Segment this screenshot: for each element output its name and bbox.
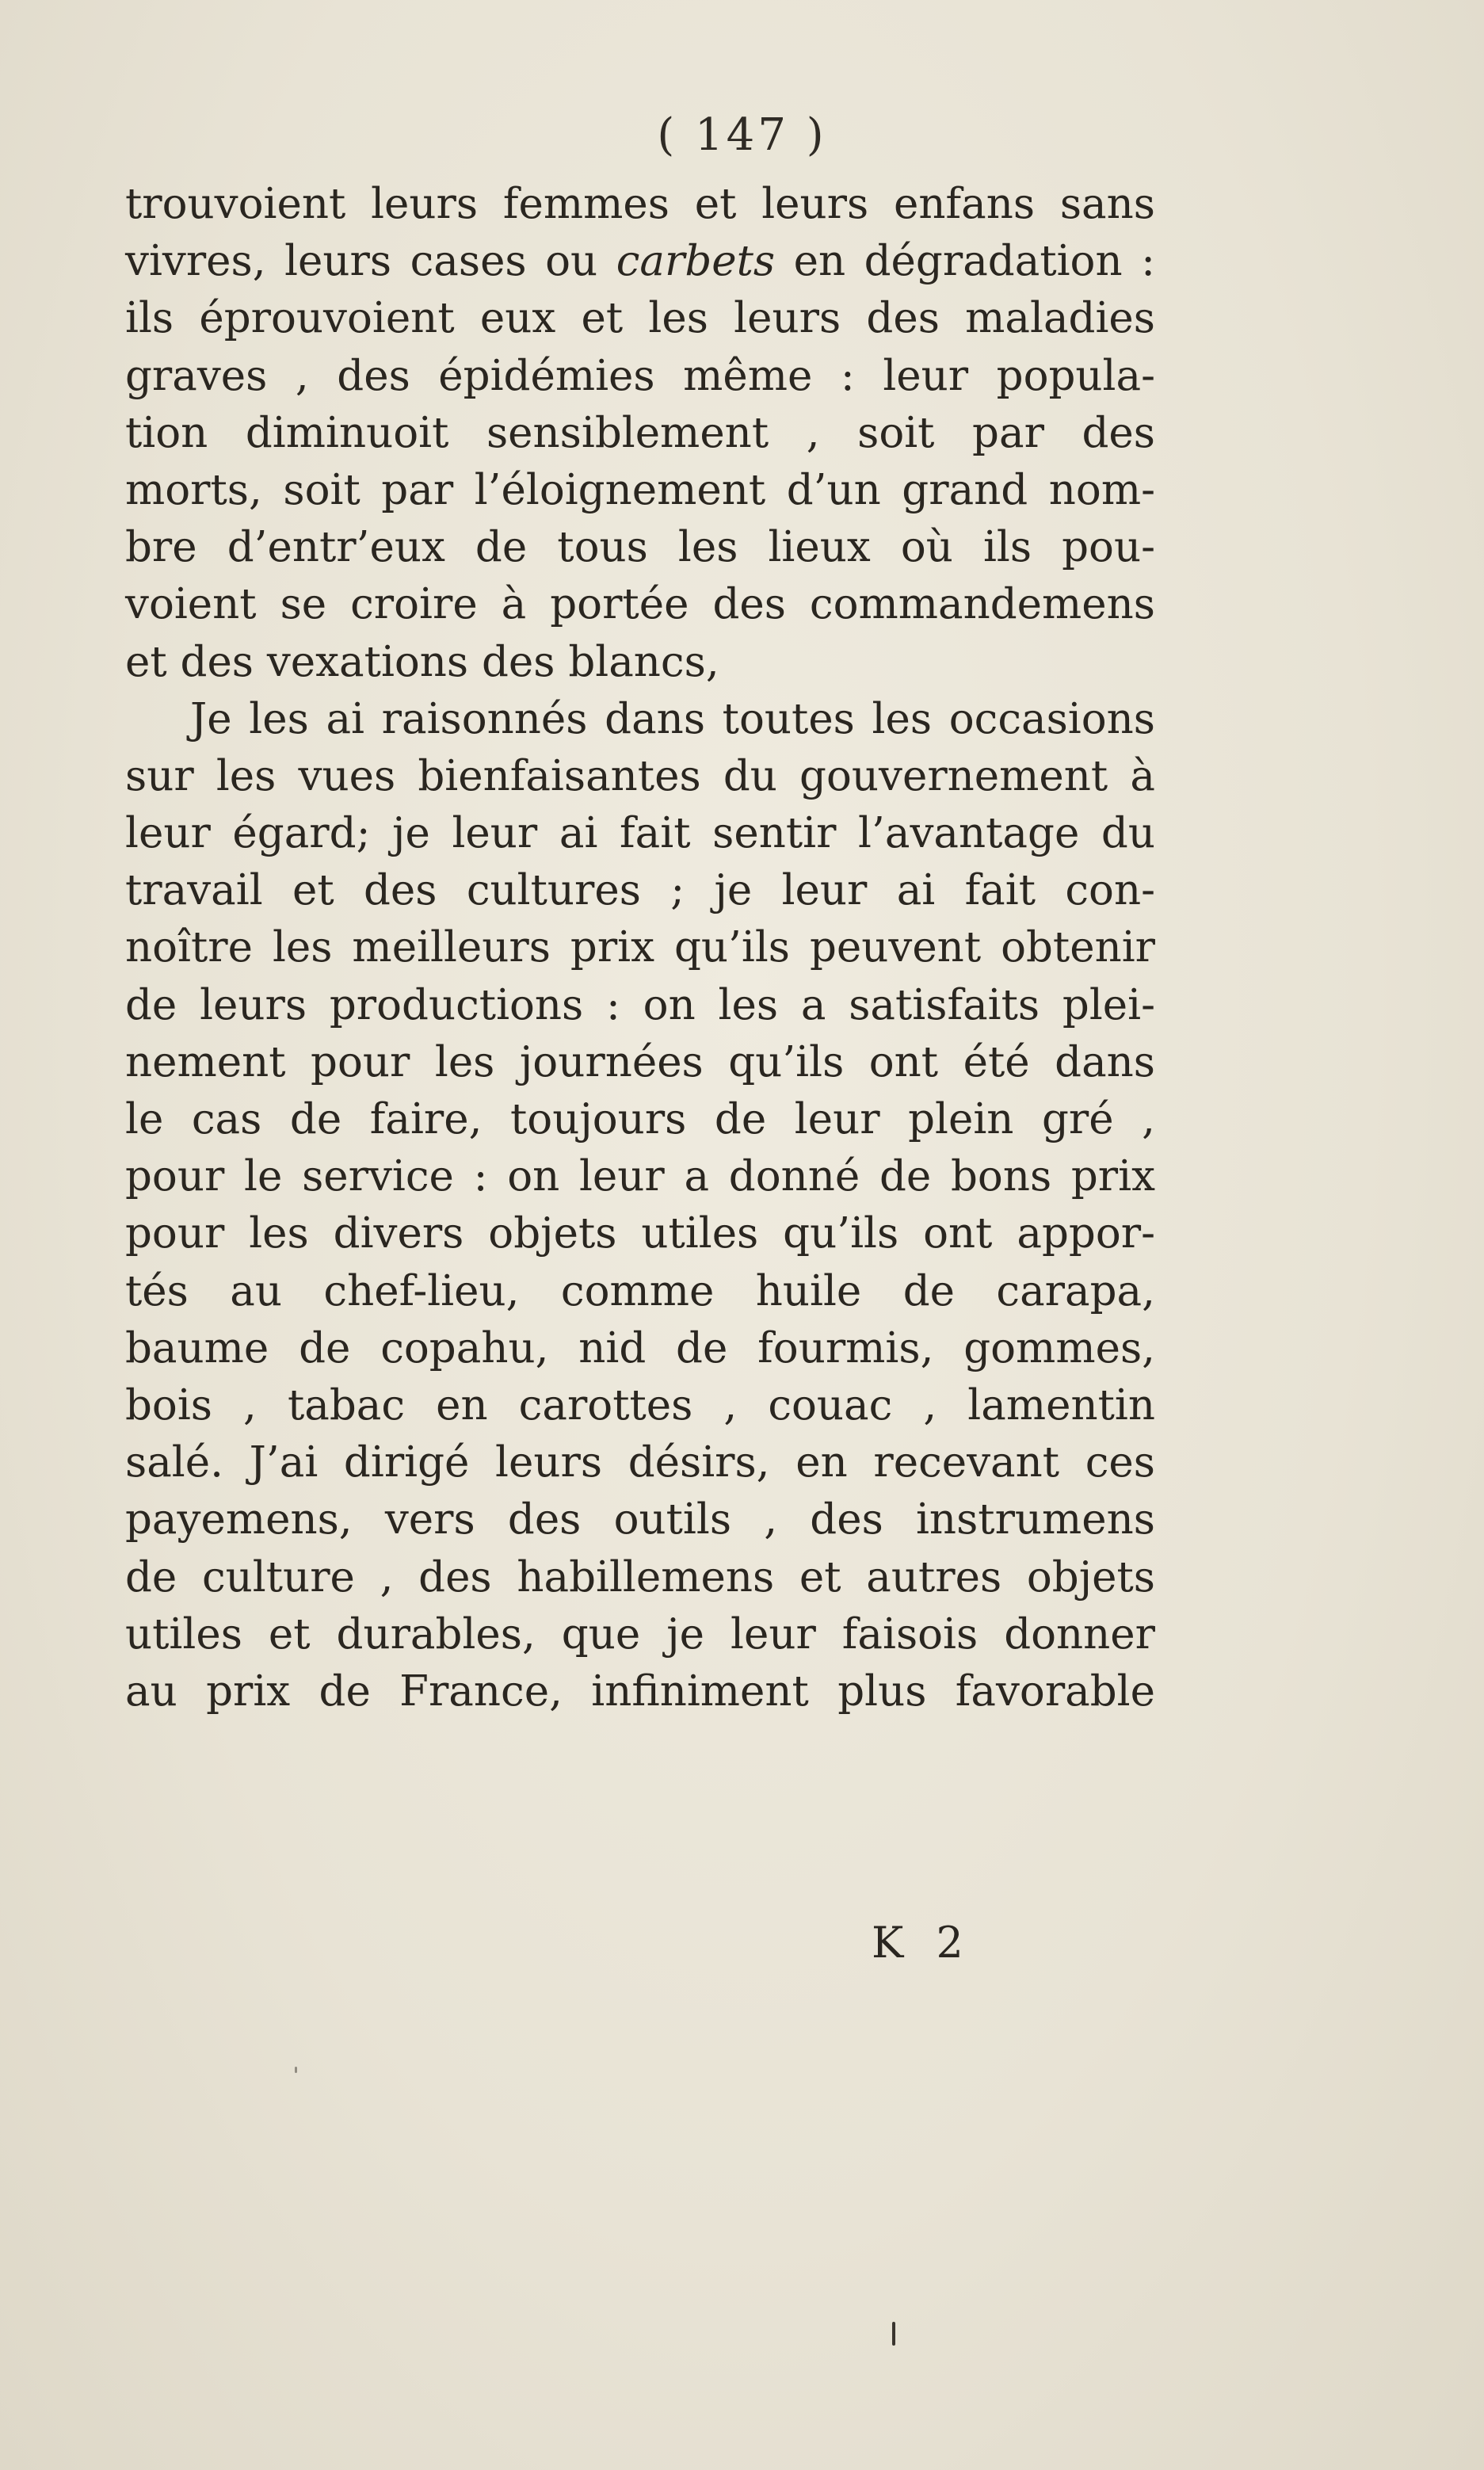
text-line: utiles et durables, que je leur faisois donner [125,1609,1155,1659]
page-number: ( 147 ) [657,109,827,161]
text-line: payemens, vers des outils , des instrumens [125,1495,1155,1544]
text-line: sur les vues bienfaisantes du gouvernement à [125,751,1155,800]
text-line: de culture , des habillemens et autres objets [125,1552,1155,1601]
text-line: tés au chef-lieu, comme huile de carapa, [125,1266,1155,1315]
text-line: le cas de faire, toujours de leur plein gré , [125,1095,1155,1143]
text-line: Je les ai raisonnés dans toutes les occasions [190,694,1155,743]
text-line: noître les meilleurs prix qu’ils peuvent obtenir [125,923,1155,972]
text-line: bre d’entr’eux de tous les lieux où ils pou- [125,523,1155,572]
body-text [125,176,1155,1720]
text-line [125,233,1155,290]
text-line: nement pour les journées qu’ils ont été dans [125,1037,1155,1086]
text-line: bois , tabac en carottes , couac , lamentin [125,1380,1155,1430]
text-line: pour le service : on leur a donné de bons prix [125,1152,1155,1201]
ink-speck [295,2067,297,2073]
italic-term: carbets [616,237,776,286]
text-line: pour les divers objets utiles qu’ils ont appor- [125,1209,1155,1258]
text-line: ils éprouvoient eux et les leurs des maladies [125,294,1155,343]
text-line: voient se croire à portée des commandemens [125,580,1155,629]
text-line: travail et des cultures ; je leur ai fait con- [125,866,1155,915]
text-line: de leurs productions : on les a satisfaits plei- [125,980,1155,1029]
text-line: et des vexations des blancs, [125,637,719,686]
text-line: tion diminuoit sensiblement , soit par des [125,408,1155,457]
text-line: salé. J’ai dirigé leurs désirs, en recevant ces [125,1438,1155,1487]
text-line: au prix de France, infiniment plus favorable [125,1666,1155,1716]
text-line: leur égard; je leur ai fait sentir l’avantage du [125,809,1155,858]
text-line: graves , des épidémies même : leur popula- [125,351,1155,400]
text-segment: vivres, leurs cases ou [125,237,598,286]
ink-speck [892,2322,895,2346]
text-line: trouvoient leurs femmes et leurs enfans sans [125,180,1155,228]
signature-mark: K 2 [872,1918,973,1968]
text-segment: en dégradation : [793,237,1155,286]
text-line: morts, soit par l’éloignement d’un grand nom- [125,465,1155,514]
text-line: baume de copahu, nid de fourmis, gommes, [125,1323,1155,1372]
